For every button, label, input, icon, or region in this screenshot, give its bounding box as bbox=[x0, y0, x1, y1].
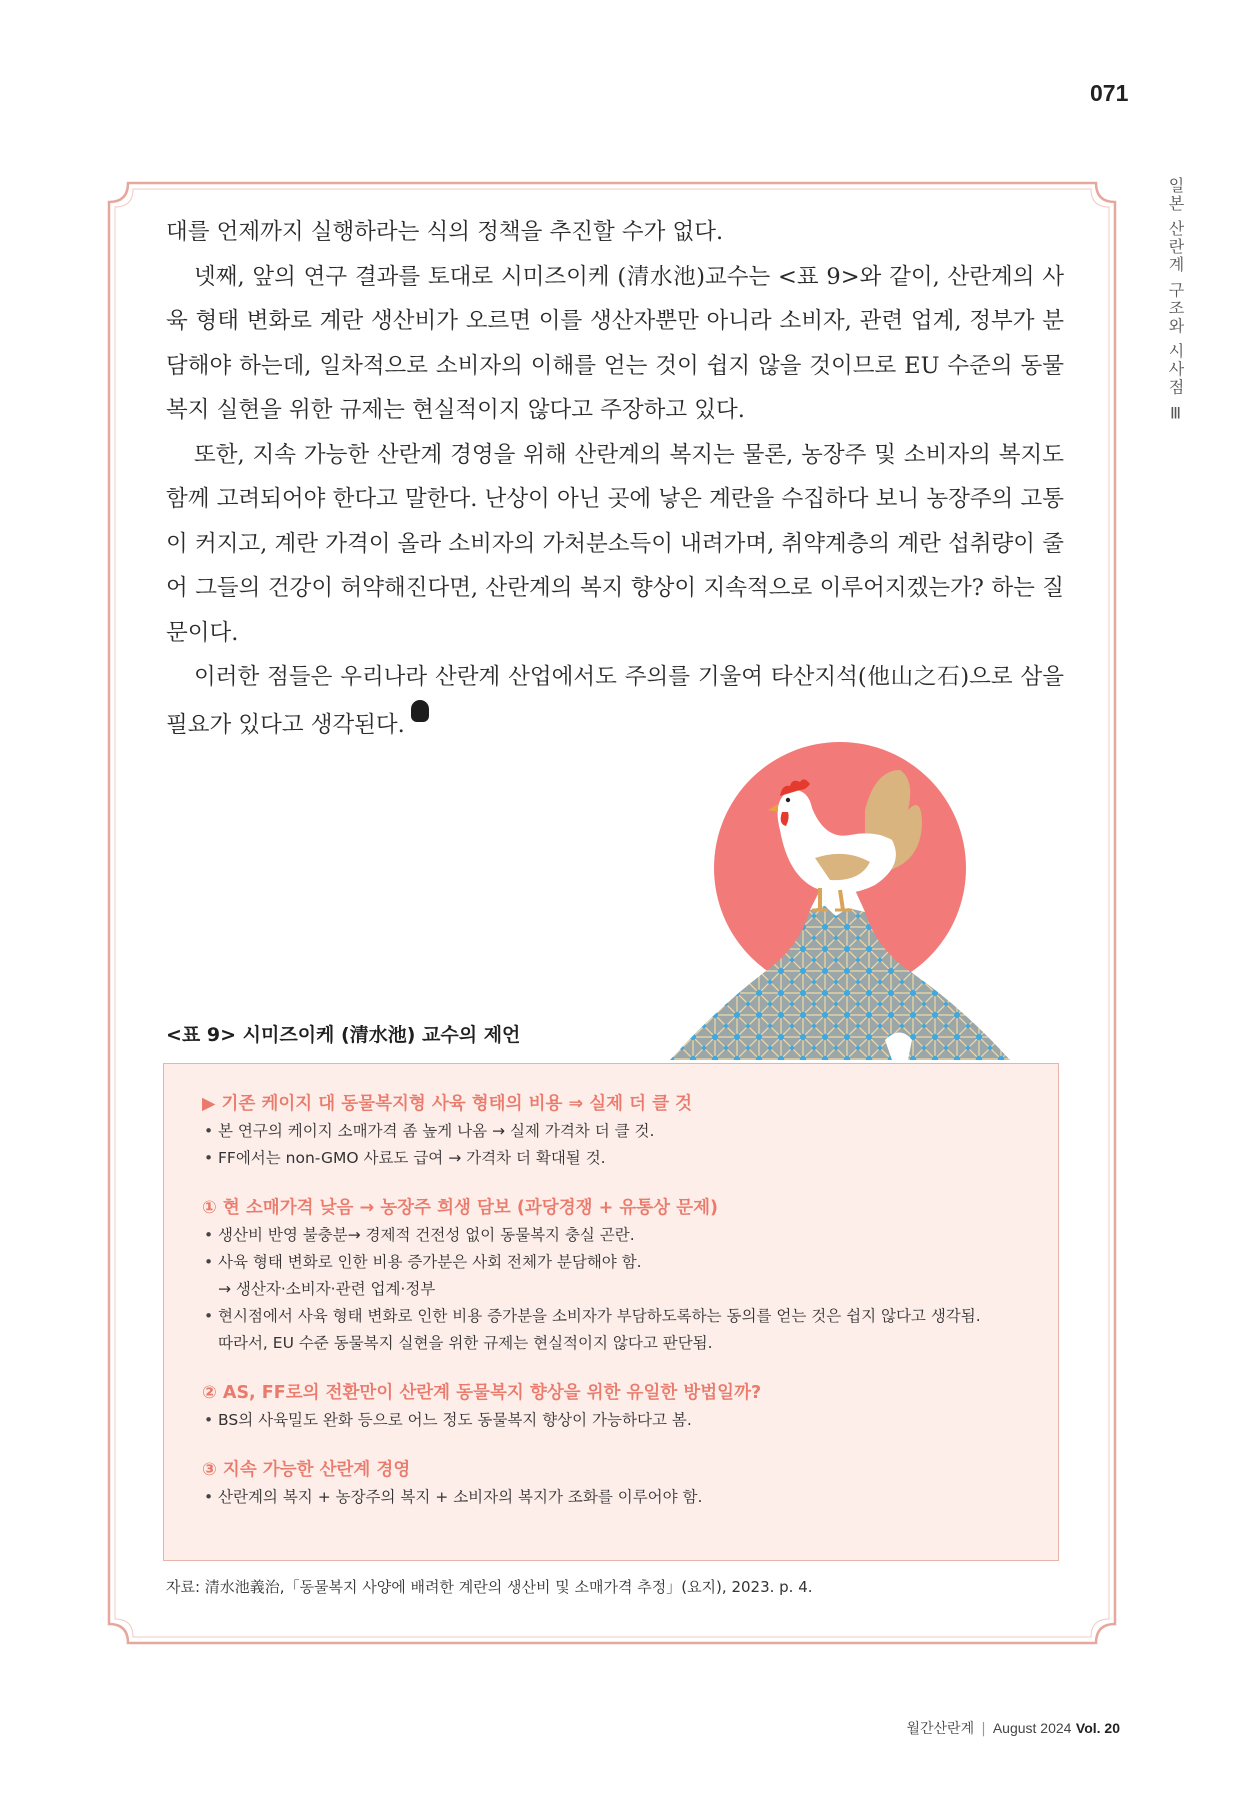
table-section-3 bbox=[202, 1379, 1022, 1434]
paragraph-1: 대를 언제까지 실행하라는 식의 정책을 추진할 수가 없다. bbox=[166, 219, 724, 245]
table-section-2 bbox=[202, 1194, 1022, 1357]
paragraph-4-text: 이러한 점들은 우리나라 산란계 산업에서도 주의를 기울여 타산지석(他山之石)으로 삼을 필요가 있다고 생각된다. bbox=[166, 664, 1064, 738]
list-item: • BS의 사육밀도 완화 등으로 어느 정도 동물복지 향상이 가능하다고 봄. bbox=[202, 1407, 1022, 1434]
section-heading: ▶ 기존 케이지 대 동물복지형 사육 형태의 비용 ⇒ 실제 더 클 것 bbox=[202, 1094, 693, 1114]
list-item: • 사육 형태 변화로 인한 비용 증가분은 사회 전체가 분담해야 함. → 생산자·소비자·관련 업계·정부 bbox=[202, 1249, 1022, 1303]
bullet-list bbox=[202, 1407, 1022, 1434]
list-item: • 산란계의 복지 + 농장주의 복지 + 소비자의 복지가 조화를 이루어야 함. bbox=[202, 1484, 1022, 1511]
list-item: • 현시점에서 사육 형태 변화로 인한 비용 증가분을 소비자가 부담하도록하는 동의를 얻는 것은 쉽지 않다고 생각됨. 따라서, EU 수준 동물복지 실현을 위한 규제는 현실적이지 않다고 판단됨. bbox=[202, 1303, 1022, 1357]
bullet-list bbox=[202, 1118, 1022, 1172]
section-heading: ① 현 소매가격 낮음 → 농장주 희생 담보 (과당경쟁 + 유통상 문제) bbox=[202, 1198, 718, 1218]
table-section-1 bbox=[202, 1090, 1022, 1172]
section-side-title: 일본 산란계 구조와 시사점 Ⅲ bbox=[1166, 177, 1185, 425]
article-end-mark: 양계 bbox=[411, 700, 429, 722]
bullet-list bbox=[202, 1484, 1022, 1511]
magazine-name: 월간산란계 bbox=[906, 1721, 975, 1737]
volume-number: Vol. 20 bbox=[1075, 1720, 1120, 1736]
list-item: • 본 연구의 케이지 소매가격 좀 높게 나옴 → 실제 가격차 더 클 것. bbox=[202, 1118, 1022, 1145]
issue-date: August 2024 bbox=[992, 1720, 1072, 1736]
table-section-4 bbox=[202, 1456, 1022, 1511]
source-note: 자료: 清水池義治,「동물복지 사양에 배려한 계란의 생산비 및 소매가격 추정」(요지), 2023. p. 4. bbox=[166, 1578, 813, 1596]
table-9-box bbox=[163, 1063, 1059, 1561]
list-item: • 생산비 반영 불충분→ 경제적 건전성 없이 동물복지 충실 곤란. bbox=[202, 1222, 1022, 1249]
section-heading: ③ 지속 가능한 산란계 경영 bbox=[202, 1460, 411, 1480]
paragraph-3: 또한, 지속 가능한 산란계 경영을 위해 산란계의 복지는 물론, 농장주 및 소비자의 복지도 함께 고려되어야 한다고 말한다. 난상이 아닌 곳에 낳은 계란을 수집하다 보니 농장주의 고통이 커지고, 계란 가격이 올라 소비자의 가처분소득이 내려가며, 취약계층의 계란 섭취량이 줄어 그들의 건강이 허약해진다면, 산란계의 복지 향상이 지속적으로 이루어지겠는가? 하는 질문이다. bbox=[166, 441, 1064, 646]
bullet-list bbox=[202, 1222, 1022, 1357]
list-item: • FF에서는 non-GMO 사료도 급여 → 가격차 더 확대될 것. bbox=[202, 1145, 1022, 1172]
mountain-shape bbox=[670, 890, 1010, 1060]
paragraph-4 bbox=[166, 655, 1064, 747]
section-heading: ② AS, FF로의 전환만이 산란계 동물복지 향상을 위한 유일한 방법일까? bbox=[202, 1383, 762, 1403]
table-caption: <표 9> 시미즈이케 (清水池) 교수의 제언 bbox=[166, 1024, 521, 1046]
rooster-illustration bbox=[660, 740, 1020, 1065]
page-number: 071 bbox=[1090, 80, 1129, 106]
article-body bbox=[166, 210, 1064, 747]
paragraph-2: 넷째, 앞의 연구 결과를 토대로 시미즈이케 (清水池)교수는 <표 9>와 같이, 산란계의 사육 형태 변화로 계란 생산비가 오르면 이를 생산자뿐만 아니라 소비자, 관련 업계, 정부가 분담해야 하는데, 일차적으로 소비자의 이해를 얻는 것이 쉽지 않을 것이므로 EU 수준의 동물복지 실현을 위한 규제는 현실적이지 않다고 주장하고 있다. bbox=[166, 263, 1064, 423]
page-footer: 월간산란계 | August 2024 Vol. 20 bbox=[906, 1720, 1120, 1737]
